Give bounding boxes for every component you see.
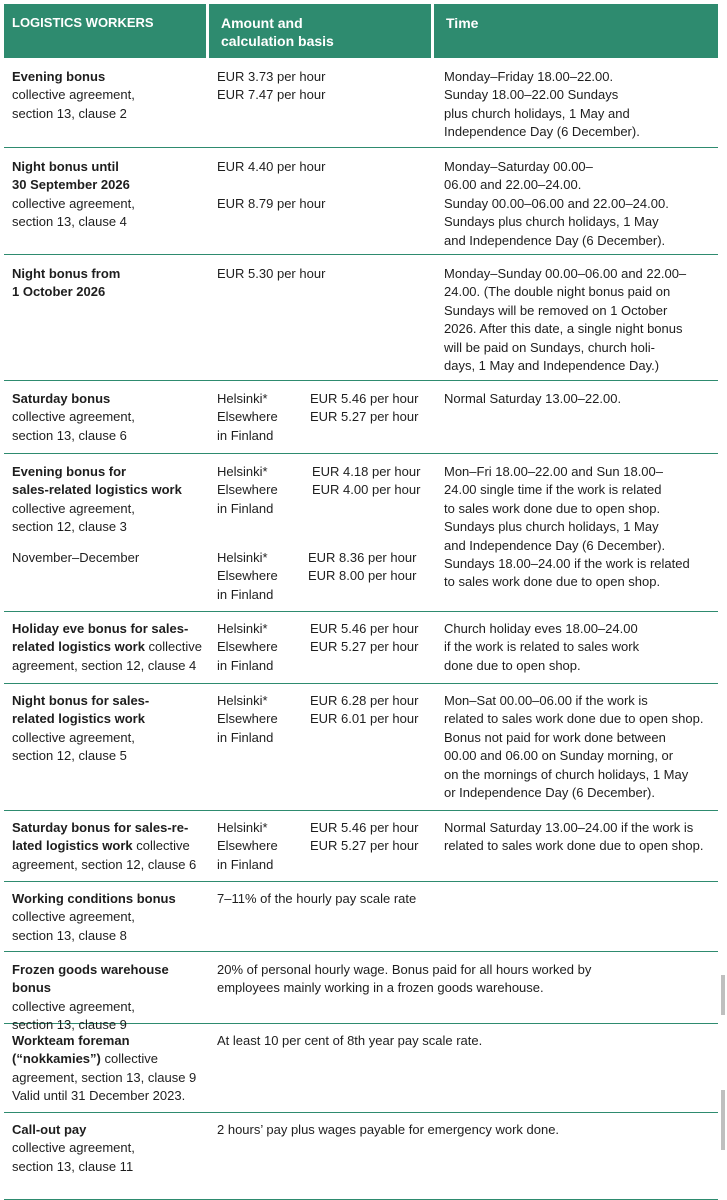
row-time: Mon–Sat 00.00–06.00 if the work is related to sales work done due to open shop. Bonus not paid for work done between 00.00 and 06.00 on Sunday morning, or on the mornings of church holidays, 1 May or Independence Day (6 December). [444, 693, 704, 801]
row-title: Night bonus from 1 October 2026 [12, 266, 121, 300]
row-reference: collective agreement, section 13, clause 8 [12, 909, 135, 943]
table-row [4, 952, 718, 1033]
row-reference: collective agreement, section 13, clause 6 [12, 409, 135, 443]
row-reference: collective agreement, section 13, clause 9 [12, 998, 135, 1033]
row-rates: EUR 6.28 per hour EUR 6.01 per hour [310, 693, 419, 727]
table-row [4, 58, 718, 148]
table-row [4, 684, 718, 811]
table-row [4, 255, 718, 381]
row-title: Evening bonus [12, 69, 106, 84]
row-amount: 20% of personal hourly wage. Bonus paid for all hours worked by employees mainly working in a frozen goods warehouse. [217, 962, 592, 996]
row-amount: 7–11% of the hourly pay scale rate [217, 891, 417, 906]
row-label [12, 620, 210, 675]
row-label [12, 265, 210, 302]
row-amount: EUR 4.40 per hour [217, 159, 326, 174]
row-label [12, 692, 210, 766]
table-row [4, 612, 718, 684]
row-amount: EUR 3.73 per hour EUR 7.47 per hour [217, 69, 326, 103]
row-time: Monday–Friday 18.00–22.00. Sunday 18.00–22.00 Sundays plus church holidays, 1 May and Independence Day (6 December). [444, 69, 640, 140]
row-title: Night bonus for sales- related logistics work [12, 693, 150, 727]
row-label [12, 390, 210, 445]
row-places: Helsinki* Elsewhere in Finland [217, 820, 278, 872]
row-rates: EUR 5.46 per hour EUR 5.27 per hour [310, 621, 419, 655]
row-title: Workteam foreman (“nokkamies”) [12, 1033, 130, 1067]
row-label [12, 819, 210, 874]
page-edge-mark [721, 975, 725, 1015]
row-reference: collective agreement, section 13, clause 2 [12, 87, 135, 121]
table-header [4, 4, 718, 58]
row-label [12, 158, 210, 232]
row-rates: EUR 5.46 per hour EUR 5.27 per hour [310, 391, 419, 425]
row-title: Saturday bonus [12, 391, 111, 406]
row-reference: collective agreement, section 12, clause 6 [12, 838, 197, 872]
table-row [4, 1113, 718, 1200]
row-label [12, 1121, 210, 1176]
row-title: Holiday eve bonus for sales- related logistics work [12, 621, 189, 655]
row-rates: EUR 5.46 per hour EUR 5.27 per hour [310, 820, 419, 854]
header-amount: Amount and calculation basis [209, 4, 431, 58]
table-row [4, 148, 718, 255]
row-title: Call-out pay [12, 1122, 87, 1137]
row-places: Helsinki* Elsewhere in Finland [217, 693, 278, 745]
row-title: Saturday bonus for sales-re- lated logistics work [12, 820, 189, 854]
row-time: Mon–Fri 18.00–22.00 and Sun 18.00– 24.00 single time if the work is related to sales work done due to open shop. Sundays plus church holidays, 1 May and Independence Day (6 December). Sundays 18.00–24.00 if the work is related to sales work done due to open shop. [444, 464, 690, 590]
row-label [12, 68, 210, 123]
row-rates: EUR 4.18 per hour EUR 4.00 per hour [312, 464, 421, 498]
bonus-table [4, 4, 718, 1200]
table-row [4, 454, 718, 612]
row-places: Helsinki* Elsewhere in Finland [217, 391, 278, 443]
table-row [4, 381, 718, 454]
row-rates: EUR 8.36 per hour EUR 8.00 per hour [308, 550, 417, 584]
row-amount: At least 10 per cent of 8th year pay scale rate. [217, 1033, 483, 1048]
row-label [12, 1032, 210, 1106]
row-amount: EUR 8.79 per hour [217, 196, 326, 211]
table-row [4, 811, 718, 882]
row-time: Church holiday eves 18.00–24.00 if the work is related to sales work done due to open shop. [444, 621, 640, 673]
row-reference: collective agreement, section 12, clause 4 [12, 639, 203, 673]
row-title: Night bonus until 30 September 2026 [12, 159, 130, 193]
row-reference: collective agreement, section 13, clause 9 Valid until 31 December 2023. [12, 1051, 197, 1104]
page-edge-mark [721, 1090, 725, 1150]
row-amount: 2 hours’ pay plus wages payable for emergency work done. [217, 1122, 560, 1137]
row-time: Normal Saturday 13.00–24.00 if the work is related to sales work done due to open shop. [444, 820, 704, 854]
table-row [4, 1024, 718, 1113]
row-reference: collective agreement, section 13, clause 11 [12, 1140, 135, 1174]
row-reference: collective agreement, section 12, clause 5 [12, 729, 135, 764]
row-label [12, 463, 210, 537]
header-logistics-workers: LOGISTICS WORKERS [4, 4, 206, 58]
row-places: Helsinki* Elsewhere in Finland [217, 550, 278, 602]
row-amount: EUR 5.30 per hour [217, 266, 326, 281]
header-time: Time [434, 4, 718, 58]
row-time: Monday–Sunday 00.00–06.00 and 22.00– 24.00. (The double night bonus paid on Sundays will be removed on 1 October 2026. After this date, a single night bonus will be paid on Sundays, church holi- days, 1 May and Independence Day.) [444, 266, 687, 374]
row-time: Normal Saturday 13.00–22.00. [444, 391, 622, 406]
row-label [12, 890, 210, 945]
row-title: Working conditions bonus [12, 891, 176, 906]
row-title: Frozen goods warehouse bonus [12, 962, 169, 996]
row-places: Helsinki* Elsewhere in Finland [217, 464, 278, 516]
row-time: Monday–Saturday 00.00– 06.00 and 22.00–24.00. Sunday 00.00–06.00 and 22.00–24.00. Sundays plus church holidays, 1 May and Independence Day (6 December). [444, 159, 669, 248]
row-reference: collective agreement, section 12, clause 3 [12, 500, 135, 535]
row-reference: collective agreement, section 13, clause 4 [12, 195, 135, 230]
row-title: Evening bonus for sales-related logistics work [12, 464, 182, 498]
table-row [4, 882, 718, 952]
row-places: Helsinki* Elsewhere in Finland [217, 621, 278, 673]
row-sub-label: November–December [12, 550, 140, 565]
